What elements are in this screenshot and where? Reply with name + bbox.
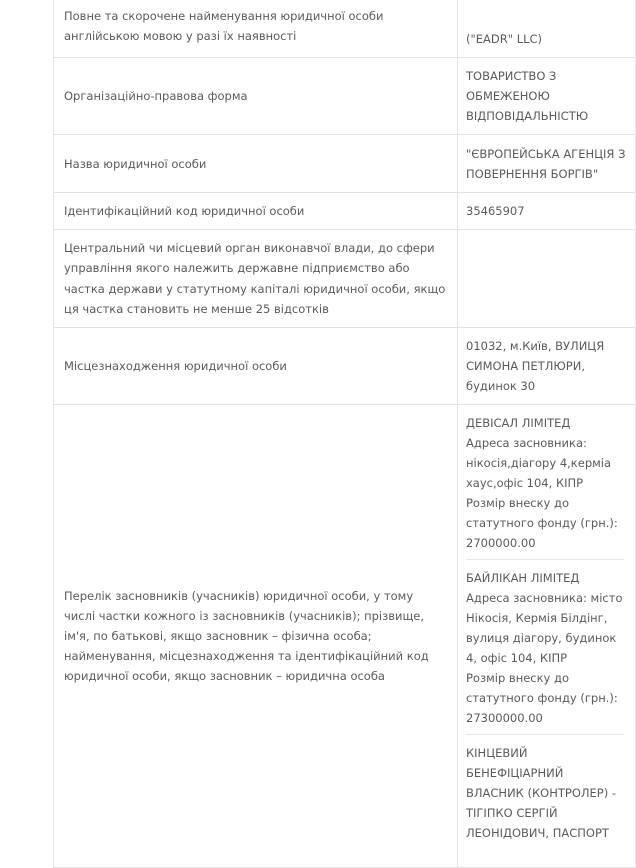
value-cell xyxy=(458,58,636,135)
field-value: "ЄВРОПЕЙСЬКА АГЕНЦІЯ З ПОВЕРНЕННЯ БОРГІВ" xyxy=(466,146,626,181)
field-value: 35465907 xyxy=(466,204,525,218)
label-cell xyxy=(54,230,458,328)
table-row-founders xyxy=(54,405,636,868)
field-label: Центральний чи місцевий орган виконавчої влади, до сфери управління якого належить державне підприємство або частка держави у статутному капіталі юридичної особи, якщо ця частка становить не менше 25 відсотків xyxy=(64,240,446,316)
table-row-english-name xyxy=(54,0,636,58)
field-label: Організаційно-правова форма xyxy=(64,89,248,103)
founder-address: Адреса засновника: нікосія,діагору 4,керміа хаус,офіс 104, КІПР xyxy=(466,436,612,490)
founders-list xyxy=(458,405,636,868)
label-cell xyxy=(54,58,458,135)
field-label: Місцезнаходження юридичної особи xyxy=(64,359,287,373)
field-value: ТОВАРИСТВО З ОБМЕЖЕНОЮ ВІДПОВІДАЛЬНІСТЮ xyxy=(466,69,589,123)
field-value: ("EADR" LLC) xyxy=(466,32,543,46)
founder-address: Адреса засновника: місто Нікосія, Кермія Білдінг, вулиця діагору, будинок 4, офіс 104, КІПР xyxy=(466,591,623,665)
table-row-entity-name xyxy=(54,135,636,193)
value-cell xyxy=(458,0,636,58)
field-label: Повне та скорочене найменування юридичної особи англійською мовою у разі їх наявності xyxy=(64,8,384,43)
field-label: Назва юридичної особи xyxy=(64,156,207,171)
founder-contribution: Розмір внеску до статутного фонду (грн.): 27300000.00 xyxy=(466,671,618,725)
field-label: Ідентифікаційний код юридичної особи xyxy=(64,204,305,218)
value-cell xyxy=(458,135,636,193)
founder-entry xyxy=(466,560,624,735)
founder-entry xyxy=(466,735,624,849)
table-row-id-code xyxy=(54,193,636,230)
registry-document xyxy=(53,0,626,840)
founder-name: БАЙЛІКАН ЛІМІТЕД xyxy=(466,571,580,585)
value-cell xyxy=(458,193,636,230)
value-cell xyxy=(458,230,636,328)
registry-table xyxy=(53,0,636,868)
table-row-location xyxy=(54,328,636,405)
field-value: 01032, м.Київ, ВУЛИЦЯ СИМОНА ПЕТЛЮРИ, будинок 30 xyxy=(466,339,605,393)
label-cell xyxy=(54,328,458,405)
label-cell xyxy=(54,135,458,193)
founder-name: ДЕВІСАЛ ЛІМІТЕД xyxy=(466,416,571,430)
label-cell xyxy=(54,0,458,58)
field-label: Перелік засновників (учасників) юридичної особи, у тому числі частки кожного із засновників (учасників); прізвище, ім'я, по батькові, якщо засновник – фізична особа; найменування, місцезнаходження та ідентифікаційний код юридичної особи, якщо засновник – юридична особа xyxy=(64,589,429,683)
label-cell xyxy=(54,193,458,230)
founder-contribution: Розмір внеску до статутного фонду (грн.): 2700000.00 xyxy=(466,496,618,550)
value-cell xyxy=(458,328,636,405)
founder-entry xyxy=(466,407,624,560)
table-row-state-authority xyxy=(54,230,636,328)
table-row-legal-form xyxy=(54,58,636,135)
label-cell xyxy=(54,405,458,868)
beneficial-owner: КІНЦЕВИЙ БЕНЕФІЦІАРНИЙ ВЛАСНИК (КОНТРОЛЕР) - ТІГІПКО СЕРГІЙ ЛЕОНІДОВИЧ, ПАСПОРТ xyxy=(466,746,617,840)
